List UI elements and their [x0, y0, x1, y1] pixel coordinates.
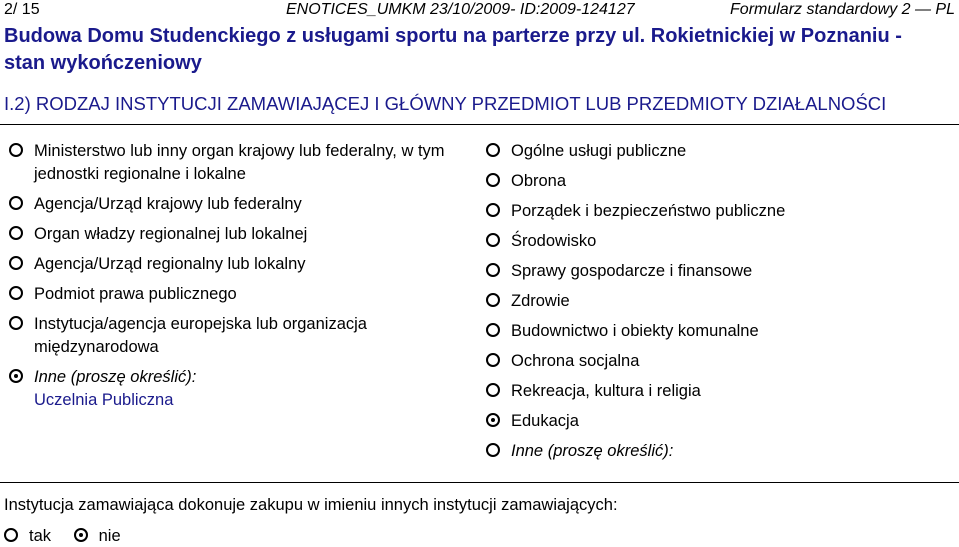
authority-option[interactable]	[9, 283, 459, 306]
option-label: Rekreacja, kultura i religia	[511, 382, 701, 400]
radio-icon[interactable]	[486, 143, 500, 157]
option-label: Sprawy gospodarcze i finansowe	[511, 262, 753, 280]
option-label: Organ władzy regionalnej lub lokalnej	[34, 225, 308, 243]
activity-option[interactable]	[486, 290, 946, 313]
authority-option-other[interactable]	[9, 366, 459, 412]
authority-option[interactable]	[9, 253, 459, 276]
option-label: Agencja/Urząd krajowy lub federalny	[34, 195, 302, 213]
behalf-answer-group	[4, 525, 139, 547]
option-label: Zdrowie	[511, 292, 570, 310]
option-label: Ogólne usługi publiczne	[511, 142, 687, 160]
option-label: nie	[98, 527, 121, 545]
option-label: Inne (proszę określić):	[511, 442, 674, 460]
page-number: 2/ 15	[4, 1, 40, 18]
radio-icon[interactable]	[486, 323, 500, 337]
radio-icon[interactable]	[4, 528, 18, 542]
form-name: Formularz standardowy 2 — PL	[730, 1, 955, 18]
radio-icon[interactable]	[486, 443, 500, 457]
radio-icon[interactable]	[9, 226, 23, 240]
radio-icon[interactable]	[486, 383, 500, 397]
radio-icon[interactable]	[486, 353, 500, 367]
option-label: Budownictwo i obiekty komunalne	[511, 322, 759, 340]
activity-list	[486, 140, 946, 470]
behalf-question: Instytucja zamawiająca dokonuje zakupu w imieniu innych instytucji zamawiających:	[4, 496, 618, 514]
radio-icon[interactable]	[9, 316, 23, 330]
authority-option[interactable]	[9, 313, 459, 359]
answer-no-option[interactable]	[74, 525, 121, 547]
radio-icon[interactable]	[486, 293, 500, 307]
activity-option[interactable]	[486, 350, 946, 373]
radio-icon[interactable]	[9, 196, 23, 210]
authority-type-list	[9, 140, 459, 419]
option-label: Edukacja	[511, 412, 579, 430]
option-label: Inne (proszę określić):	[34, 368, 197, 386]
radio-icon[interactable]	[486, 203, 500, 217]
activity-option[interactable]	[486, 230, 946, 253]
option-label: tak	[29, 527, 52, 545]
radio-checked-icon[interactable]	[9, 369, 23, 383]
activity-option[interactable]	[486, 260, 946, 283]
option-label: Podmiot prawa publicznego	[34, 285, 237, 303]
radio-icon[interactable]	[9, 286, 23, 300]
option-label: Ministerstwo lub inny organ krajowy lub federalny, w tym jednostki regionalne i lokalne	[34, 142, 445, 183]
radio-checked-icon[interactable]	[74, 528, 88, 542]
radio-icon[interactable]	[486, 263, 500, 277]
document-title: Budowa Domu Studenckiego z usługami sportu na parterze przy ul. Rokietnickiej w Poznaniu - stan wykończeniowy	[4, 25, 902, 74]
authority-option[interactable]	[9, 193, 459, 216]
activity-option[interactable]	[486, 170, 946, 193]
radio-checked-icon[interactable]	[486, 413, 500, 427]
authority-option[interactable]	[9, 223, 459, 246]
activity-option[interactable]	[486, 320, 946, 343]
option-label: Środowisko	[511, 232, 597, 250]
activity-option[interactable]	[486, 140, 946, 163]
activity-option[interactable]	[486, 410, 946, 433]
radio-icon[interactable]	[486, 233, 500, 247]
option-label: Obrona	[511, 172, 567, 190]
other-authority-value: Uczelnia Publiczna	[34, 391, 174, 409]
activity-option-other[interactable]	[486, 440, 946, 463]
section-heading: I.2) RODZAJ INSTYTUCJI ZAMAWIAJĄCEJ I GŁÓWNY PRZEDMIOT LUB PRZEDMIOTY DZIAŁALNOŚCI	[4, 93, 887, 114]
radio-icon[interactable]	[9, 143, 23, 157]
option-label: Porządek i bezpieczeństwo publiczne	[511, 202, 786, 220]
divider-top	[0, 124, 959, 125]
authority-option[interactable]	[9, 140, 459, 186]
radio-icon[interactable]	[9, 256, 23, 270]
option-label: Ochrona socjalna	[511, 352, 640, 370]
page-header	[0, 0, 959, 20]
activity-option[interactable]	[486, 200, 946, 223]
radio-icon[interactable]	[486, 173, 500, 187]
option-label: Agencja/Urząd regionalny lub lokalny	[34, 255, 306, 273]
activity-option[interactable]	[486, 380, 946, 403]
option-label: Instytucja/agencja europejska lub organizacja międzynarodowa	[34, 315, 367, 356]
answer-yes-option[interactable]	[4, 525, 51, 547]
notice-reference: ENOTICES_UMKM 23/10/2009- ID:2009-124127	[286, 1, 635, 18]
divider-bottom	[0, 482, 959, 483]
